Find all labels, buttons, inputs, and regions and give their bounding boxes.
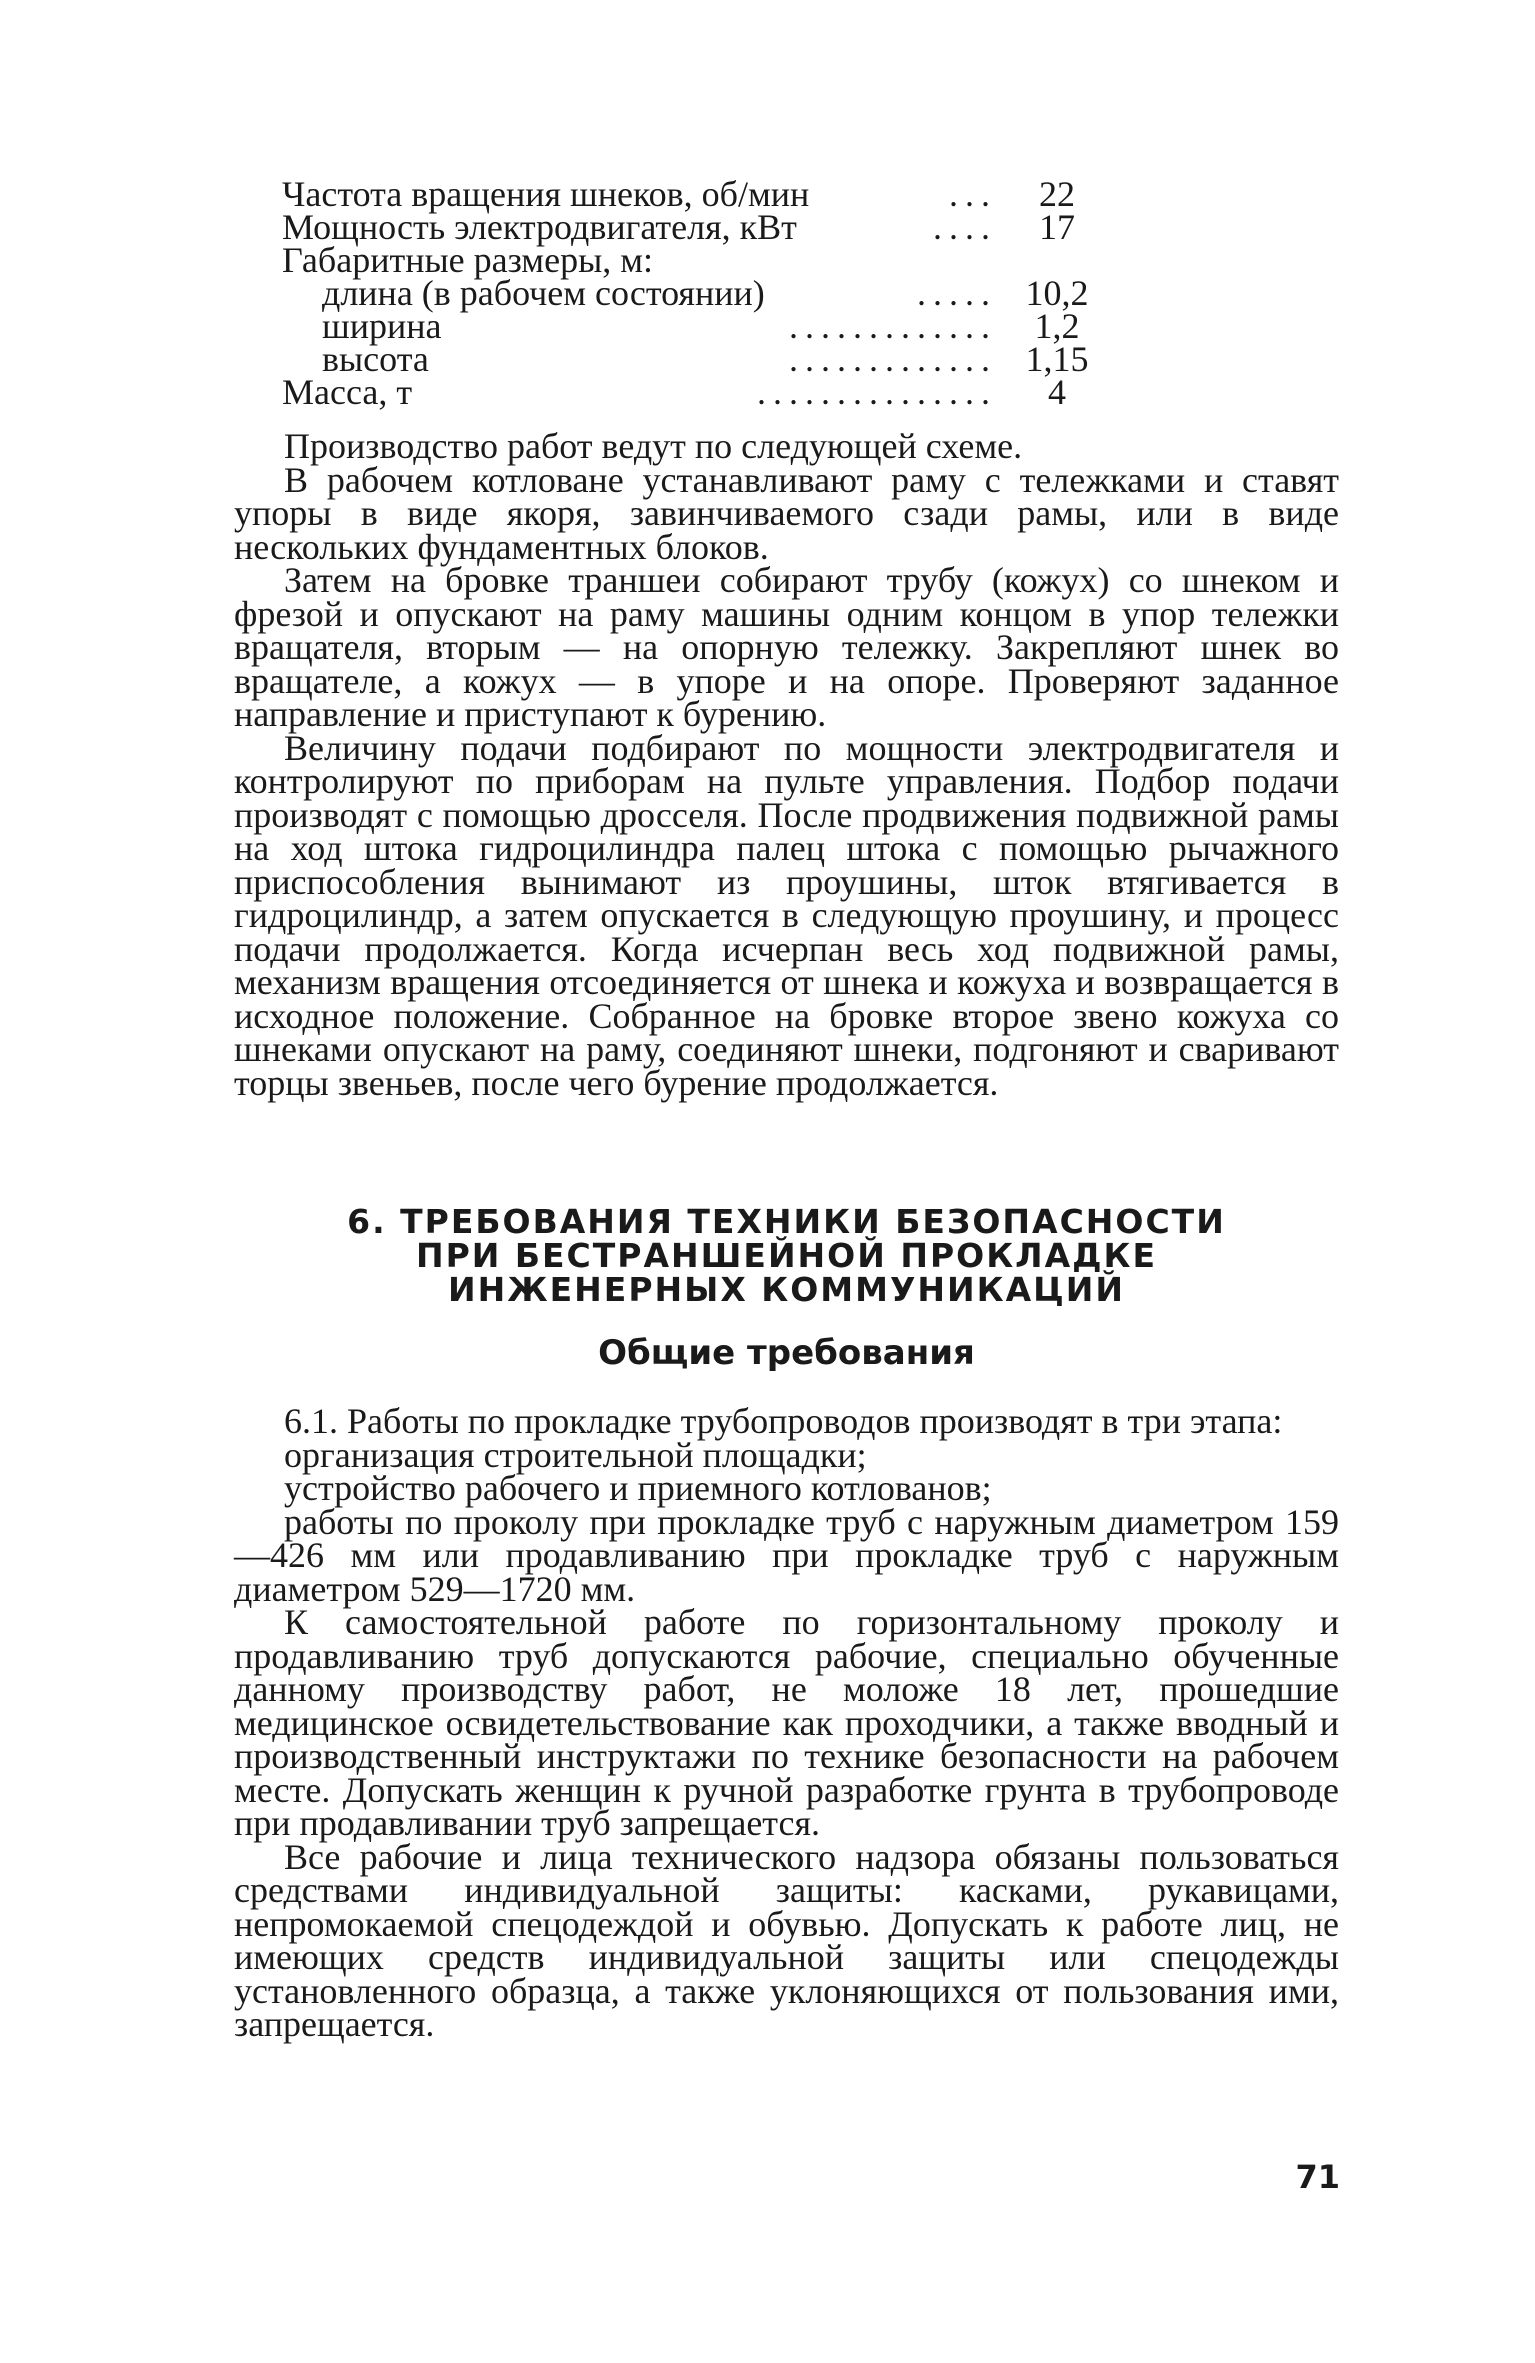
spec-value: 4 — [1048, 372, 1066, 412]
spec-label: Масса, т — [282, 372, 413, 412]
spec-dots: ............. — [789, 306, 997, 346]
spec-value: 10,2 — [1025, 273, 1089, 313]
paragraph: 6.1. Работы по прокладке трубопроводов производят в три этапа: — [284, 1401, 1283, 1441]
subheading: Общие требования — [598, 1333, 975, 1373]
spec-value: 22 — [1039, 174, 1075, 214]
spec-value: 1,2 — [1034, 306, 1080, 346]
spec-label: высота — [322, 339, 429, 379]
paragraph: Все рабочие и лица технического надзора обязаны пользоваться средствами индивидуальной защиты: касками, рукавицами, непромокаемой спецодеждой и обувью. Допускать к работе лиц, не имеющих средств индивидуальной защиты или спецодежды установленного образца, а также уклоняющихся от пользования ими, запрещается. — [234, 1836, 1339, 2044]
spec-dots: ... — [949, 174, 997, 214]
list-item: устройство рабочего и приемного котлованов; — [284, 1468, 992, 1508]
body-text-bottom — [234, 1401, 1339, 2044]
spec-dots: ............... — [757, 372, 997, 412]
spec-value: 1,15 — [1025, 339, 1089, 379]
paragraph: работы по проколу при прокладке труб с наружным диаметром 159—426 мм или продавливанию при прокладке труб с наружным диаметром 529—1720 мм. — [234, 1501, 1339, 1609]
paragraph: В рабочем котловане устанавливают раму с тележками и ставят упоры в виде якоря, завинчиваемого сзади рамы, или в виде нескольких фундаментных блоков. — [234, 459, 1339, 567]
section-heading-line: ПРИ БЕСТРАНШЕЙНОЙ ПРОКЛАДКЕ — [415, 1236, 1158, 1275]
spec-row — [282, 339, 1182, 379]
list-item: организация строительной площадки; — [284, 1434, 867, 1475]
spec-value: 17 — [1039, 207, 1075, 247]
paragraph: Величину подачи подбирают по мощности электродвигателя и контролируют по приборам на пульте управления. Подбор подачи производят с помощью дросселя. После продвижения подвижной рамы на ход штока гидроцилиндра палец штока с помощью рычажного приспособления вынимают из проушины, шток втягивается в гидроцилиндр, а затем опускается в следующую проушину, и процесс подачи продолжается. Когда исчерпан весь ход подвижной рамы, механизм вращения отсоединяется от шнека и кожуха и возвращается в исходное положение. Собранное на бровке второе звено кожуха со шнеками опускают на раму, соединяют шнеки, подгоняют и сваривают торцы звеньев, после чего бурение продолжается. — [234, 727, 1339, 1103]
spec-label: Габаритные размеры, м: — [282, 240, 654, 280]
section-heading-line: ИНЖЕНЕРНЫХ КОММУНИКАЦИЙ — [447, 1270, 1125, 1309]
section-heading — [234, 1202, 1339, 1309]
spec-dots: .... — [933, 207, 997, 247]
spec-row — [282, 372, 1182, 412]
paragraph: Затем на бровке траншеи собирают трубу (кожух) со шнеком и фрезой и опускают на раму машины одним концом в упор тележки вращателя, вторым — на опорную тележку. Закрепляют шнек во вращателе, а кожух — в упоре и на опоре. Проверяют заданное направление и приступают к бурению. — [234, 560, 1339, 734]
spec-label: Частота вращения шнеков, об/мин — [282, 174, 810, 214]
spec-table — [282, 174, 1182, 412]
paragraph: Производство работ ведут по следующей схеме. — [284, 426, 1023, 466]
spec-label: ширина — [322, 306, 442, 346]
spec-label: длина (в рабочем состоянии) — [322, 273, 765, 313]
section-heading-line: 6. ТРЕБОВАНИЯ ТЕХНИКИ БЕЗОПАСНОСТИ — [347, 1202, 1226, 1241]
spec-label: Мощность электродвигателя, кВт — [282, 207, 797, 247]
page-number: 71 — [1295, 2158, 1340, 2196]
spec-dots: ..... — [917, 273, 997, 313]
paragraph: К самостоятельной работе по горизонтальному проколу и продавливанию труб допускаются рабочие, специально обученные данному производству работ, не моложе 18 лет, прошедшие медицинское освидетельствование как проходчики, а также вводный и производственный инструктажи по технике безопасности на рабочем месте. Допускать женщин к ручной разработке грунта в трубопроводе при продавливании труб запрещается. — [234, 1602, 1339, 1843]
spec-dots: ............. — [789, 339, 997, 379]
body-text-top — [234, 426, 1339, 1103]
